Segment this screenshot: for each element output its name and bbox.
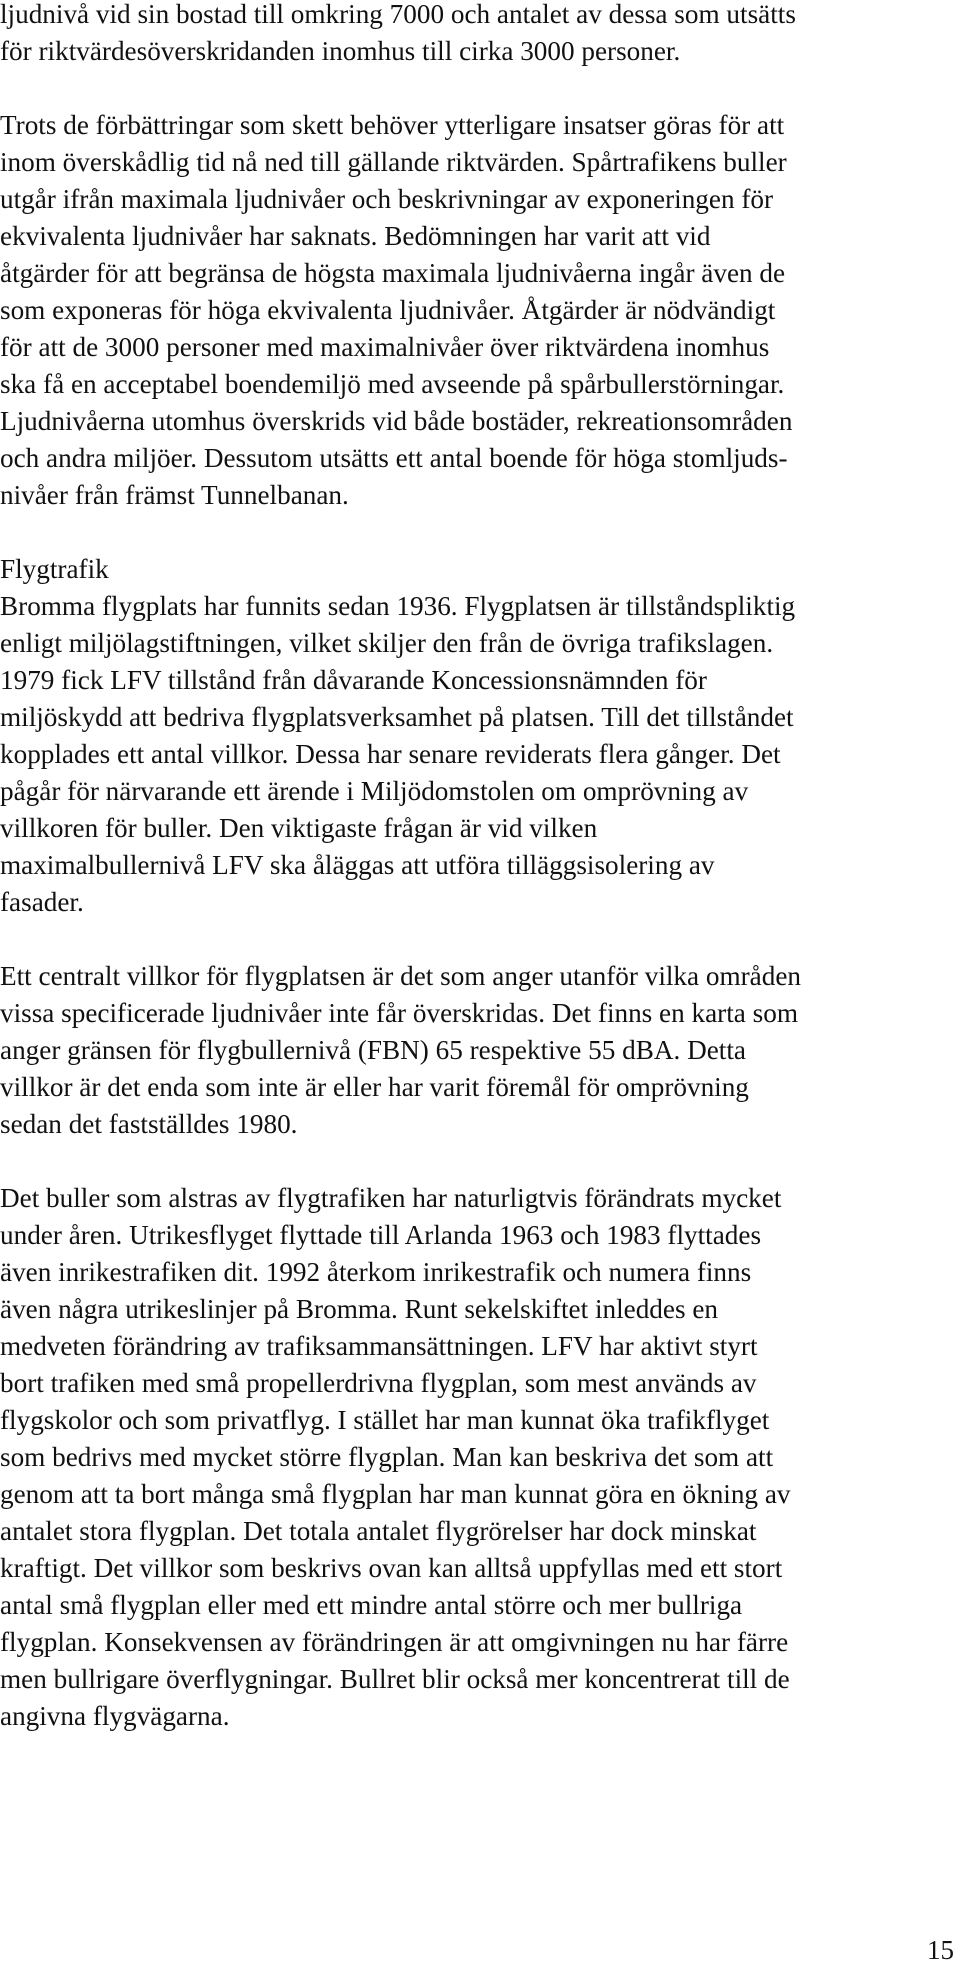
text-line: även inrikestrafiken dit. 1992 återkom inrikestrafik och numera finns <box>0 1257 752 1287</box>
text-line: Det buller som alstras av flygtrafiken har naturligtvis förändrats mycket <box>0 1183 782 1213</box>
text-line: flygplan. Konsekvensen av förändringen är att omgivningen nu har färre <box>0 1627 789 1657</box>
text-line: utgår ifrån maximala ljudnivåer och beskrivningar av exponeringen för <box>0 184 774 214</box>
paragraph-gap <box>0 921 948 958</box>
text-line: även några utrikeslinjer på Bromma. Runt sekelskiftet inleddes en <box>0 1294 718 1324</box>
section-heading: Flygtrafik <box>0 554 109 584</box>
text-line: pågår för närvarande ett ärende i Miljödomstolen om omprövning av <box>0 776 749 806</box>
paragraph-gap <box>0 514 948 551</box>
text-line: som bedrivs med mycket större flygplan. Man kan beskriva det som att <box>0 1442 774 1472</box>
paragraph-gap <box>0 70 948 107</box>
text-line: medveten förändring av trafiksammansättningen. LFV har aktivt styrt <box>0 1331 758 1361</box>
text-line: för riktvärdesöverskridanden inomhus till cirka 3000 personer. <box>0 36 681 66</box>
text-line: flygskolor och som privatflyg. I stället har man kunnat öka trafikflyget <box>0 1405 770 1435</box>
text-line: under åren. Utrikesflyget flyttade till Arlanda 1963 och 1983 flyttades <box>0 1220 762 1250</box>
text-line: villkor är det enda som inte är eller har varit föremål för omprövning <box>0 1072 749 1102</box>
text-line: men bullrigare överflygningar. Bullret blir också mer koncentrerat till de <box>0 1664 790 1694</box>
text-line: 1979 fick LFV tillstånd från dåvarande Koncessionsnämnden för <box>0 665 707 695</box>
paragraph <box>0 0 948 70</box>
text-line: åtgärder för att begränsa de högsta maximala ljudnivåerna ingår även de <box>0 258 786 288</box>
text-line: ska få en acceptabel boendemiljö med avseende på spårbullerstörningar. <box>0 369 785 399</box>
paragraph <box>0 1180 948 1735</box>
text-line: Ljudnivåerna utomhus överskrids vid både bostäder, rekreationsområden <box>0 406 793 436</box>
text-line: antal små flygplan eller med ett mindre antal större och mer bullriga <box>0 1590 743 1620</box>
text-line: och andra miljöer. Dessutom utsätts ett antal boende för höga stomljuds- <box>0 443 788 473</box>
text-line: nivåer från främst Tunnelbanan. <box>0 480 349 510</box>
text-line: kraftigt. Det villkor som beskrivs ovan kan alltså uppfyllas med ett stort <box>0 1553 783 1583</box>
text-line: enligt miljölagstiftningen, vilket skiljer den från de övriga trafikslagen. <box>0 628 774 658</box>
text-line: bort trafiken med små propellerdrivna flygplan, som mest används av <box>0 1368 757 1398</box>
text-line: maximalbullernivå LFV ska åläggas att utföra tilläggsisolering av <box>0 850 715 880</box>
paragraph <box>0 551 948 921</box>
page-number: 15 <box>927 1935 954 1965</box>
text-line: ljudnivå vid sin bostad till omkring 7000 och antalet av dessa som utsätts <box>0 0 796 29</box>
text-line: Bromma flygplats har funnits sedan 1936. Flygplatsen är tillståndspliktig <box>0 591 796 621</box>
text-line: antalet stora flygplan. Det totala antalet flygrörelser har dock minskat <box>0 1516 757 1546</box>
text-line: inom överskådlig tid nå ned till gällande riktvärden. Spårtrafikens buller <box>0 147 787 177</box>
text-line: genom att ta bort många små flygplan har man kunnat göra en ökning av <box>0 1479 791 1509</box>
text-line: ekvivalenta ljudnivåer har saknats. Bedömningen har varit att vid <box>0 221 711 251</box>
text-line: anger gränsen för flygbullernivå (FBN) 65 respektive 55 dBA. Detta <box>0 1035 746 1065</box>
text-line: sedan det fastställdes 1980. <box>0 1109 298 1139</box>
text-line: för att de 3000 personer med maximalnivåer över riktvärdena inomhus <box>0 332 770 362</box>
paragraph-gap <box>0 1143 948 1180</box>
text-line: Ett centralt villkor för flygplatsen är det som anger utanför vilka områden <box>0 961 802 991</box>
text-line: fasader. <box>0 887 84 917</box>
paragraph <box>0 107 948 514</box>
text-line: angivna flygvägarna. <box>0 1701 230 1731</box>
text-line: Trots de förbättringar som skett behöver ytterligare insatser göras för att <box>0 110 785 140</box>
text-line: villkoren för buller. Den viktigaste frågan är vid vilken <box>0 813 598 843</box>
text-line: som exponeras för höga ekvivalenta ljudnivåer. Åtgärder är nödvändigt <box>0 295 776 325</box>
text-line: kopplades ett antal villkor. Dessa har senare reviderats flera gånger. Det <box>0 739 781 769</box>
text-line: miljöskydd att bedriva flygplatsverksamhet på platsen. Till det tillståndet <box>0 702 794 732</box>
text-line: vissa specificerade ljudnivåer inte får överskridas. Det finns en karta som <box>0 998 798 1028</box>
paragraph <box>0 958 948 1143</box>
